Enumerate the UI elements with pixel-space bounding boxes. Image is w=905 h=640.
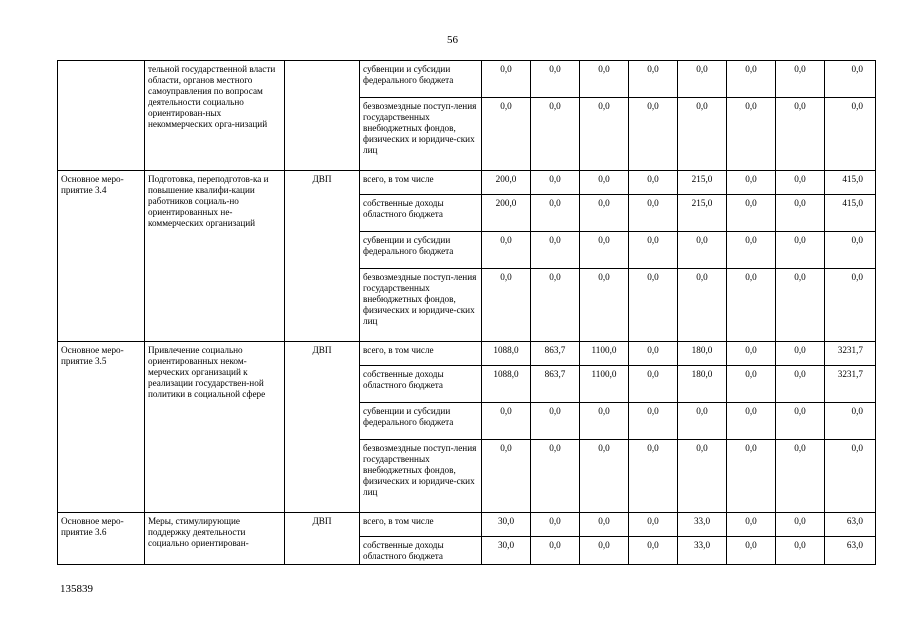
value-cell: 0,0 [580,269,629,342]
funding-source-cell: всего, в том числе [360,342,482,366]
value-cell: 0,0 [629,98,678,171]
value-cell: 0,0 [727,440,776,513]
value-cell: 0,0 [776,269,825,342]
value-cell: 0,0 [727,171,776,195]
value-cell: 0,0 [580,195,629,232]
value-cell: 0,0 [776,537,825,565]
value-cell: 30,0 [482,513,531,537]
funding-source-cell: собственные доходы областного бюджета [360,366,482,403]
value-cell: 0,0 [580,537,629,565]
value-cell: 863,7 [531,342,580,366]
funding-source-cell: собственные доходы областного бюджета [360,195,482,232]
value-cell: 0,0 [629,537,678,565]
value-cell: 0,0 [727,269,776,342]
value-cell: 1088,0 [482,342,531,366]
activity-cell: Основное меро-приятие 3.5 [58,342,145,513]
value-cell: 0,0 [531,171,580,195]
value-cell: 1100,0 [580,342,629,366]
total-value-cell: 0,0 [825,403,876,440]
value-cell: 0,0 [727,61,776,98]
value-cell: 0,0 [531,403,580,440]
value-cell: 0,0 [531,537,580,565]
value-cell: 0,0 [678,98,727,171]
value-cell: 200,0 [482,195,531,232]
value-cell: 0,0 [776,171,825,195]
value-cell: 0,0 [482,403,531,440]
total-value-cell: 0,0 [825,98,876,171]
value-cell: 0,0 [776,98,825,171]
table-row [58,342,876,366]
value-cell: 0,0 [629,171,678,195]
value-cell: 0,0 [727,403,776,440]
value-cell: 0,0 [776,513,825,537]
total-value-cell: 0,0 [825,440,876,513]
total-value-cell: 63,0 [825,513,876,537]
total-value-cell: 0,0 [825,61,876,98]
value-cell: 0,0 [727,366,776,403]
value-cell: 0,0 [678,269,727,342]
value-cell: 0,0 [727,98,776,171]
total-value-cell: 63,0 [825,537,876,565]
value-cell: 0,0 [776,195,825,232]
funding-source-cell: всего, в том числе [360,171,482,195]
executor-cell: ДВП [285,342,360,513]
value-cell: 1100,0 [580,366,629,403]
value-cell: 180,0 [678,366,727,403]
value-cell: 0,0 [531,98,580,171]
budget-table-body [58,61,876,565]
value-cell: 0,0 [629,366,678,403]
value-cell: 0,0 [531,440,580,513]
value-cell: 0,0 [776,440,825,513]
value-cell: 0,0 [580,171,629,195]
activity-cell [58,61,145,171]
value-cell: 0,0 [727,537,776,565]
table-row [58,513,876,537]
value-cell: 0,0 [776,342,825,366]
value-cell: 0,0 [678,440,727,513]
value-cell: 0,0 [727,232,776,269]
value-cell: 0,0 [629,440,678,513]
total-value-cell: 415,0 [825,195,876,232]
value-cell: 0,0 [727,513,776,537]
value-cell: 0,0 [580,98,629,171]
value-cell: 0,0 [580,232,629,269]
value-cell: 0,0 [776,403,825,440]
budget-table [57,60,876,565]
total-value-cell: 3231,7 [825,366,876,403]
funding-source-cell: безвозмездные поступ-ления государственных внебюджетных фондов, физических и юридиче-ских лиц [360,269,482,342]
activity-name-cell: Подготовка, переподготов-ка и повышение квалифи-кации работников социаль-но ориентированных не-коммерческих организаций [145,171,285,342]
value-cell: 0,0 [678,403,727,440]
table-row [58,171,876,195]
value-cell: 0,0 [629,61,678,98]
funding-source-cell: собственные доходы областного бюджета [360,537,482,565]
funding-source-cell: всего, в том числе [360,513,482,537]
value-cell: 30,0 [482,537,531,565]
value-cell: 0,0 [531,232,580,269]
activity-name-cell: Меры, стимулирующие поддержку деятельности социально ориентирован- [145,513,285,565]
value-cell: 0,0 [531,513,580,537]
executor-cell: ДВП [285,513,360,565]
value-cell: 0,0 [482,61,531,98]
value-cell: 0,0 [531,269,580,342]
value-cell: 0,0 [482,440,531,513]
funding-source-cell: безвозмездные поступ-ления государственных внебюджетных фондов, физических и юридиче-ских лиц [360,98,482,171]
funding-source-cell: безвозмездные поступ-ления государственных внебюджетных фондов, физических и юридиче-ских лиц [360,440,482,513]
total-value-cell: 3231,7 [825,342,876,366]
executor-cell: ДВП [285,171,360,342]
page-number: 56 [447,34,458,46]
funding-source-cell: субвенции и субсидии федерального бюджета [360,61,482,98]
total-value-cell: 0,0 [825,269,876,342]
value-cell: 0,0 [727,195,776,232]
value-cell: 0,0 [531,61,580,98]
value-cell: 0,0 [580,440,629,513]
value-cell: 33,0 [678,537,727,565]
value-cell: 33,0 [678,513,727,537]
value-cell: 0,0 [482,232,531,269]
funding-source-cell: субвенции и субсидии федерального бюджета [360,232,482,269]
value-cell: 0,0 [776,232,825,269]
activity-cell: Основное меро-приятие 3.4 [58,171,145,342]
value-cell: 1088,0 [482,366,531,403]
total-value-cell: 0,0 [825,232,876,269]
value-cell: 215,0 [678,195,727,232]
value-cell: 180,0 [678,342,727,366]
value-cell: 0,0 [629,513,678,537]
value-cell: 0,0 [629,403,678,440]
value-cell: 863,7 [531,366,580,403]
value-cell: 0,0 [580,61,629,98]
value-cell: 0,0 [629,195,678,232]
value-cell: 0,0 [678,61,727,98]
table-row [58,61,876,98]
value-cell: 0,0 [776,61,825,98]
value-cell: 215,0 [678,171,727,195]
executor-cell [285,61,360,171]
value-cell: 0,0 [580,403,629,440]
value-cell: 0,0 [482,98,531,171]
value-cell: 0,0 [776,366,825,403]
value-cell: 200,0 [482,171,531,195]
activity-name-cell: тельной государственной власти области, органов местного самоуправления по вопросам деятельности социально ориентирован-ных некоммерческих орга-низаций [145,61,285,171]
value-cell: 0,0 [629,232,678,269]
value-cell: 0,0 [727,342,776,366]
value-cell: 0,0 [482,269,531,342]
document-code: 135839 [60,583,93,595]
value-cell: 0,0 [629,269,678,342]
activity-cell: Основное меро-приятие 3.6 [58,513,145,565]
value-cell: 0,0 [678,232,727,269]
total-value-cell: 415,0 [825,171,876,195]
funding-source-cell: субвенции и субсидии федерального бюджета [360,403,482,440]
value-cell: 0,0 [629,342,678,366]
value-cell: 0,0 [531,195,580,232]
value-cell: 0,0 [580,513,629,537]
activity-name-cell: Привлечение социально ориентированных неком-мерческих организаций к реализации государствен-ной политики в социальной сфере [145,342,285,513]
